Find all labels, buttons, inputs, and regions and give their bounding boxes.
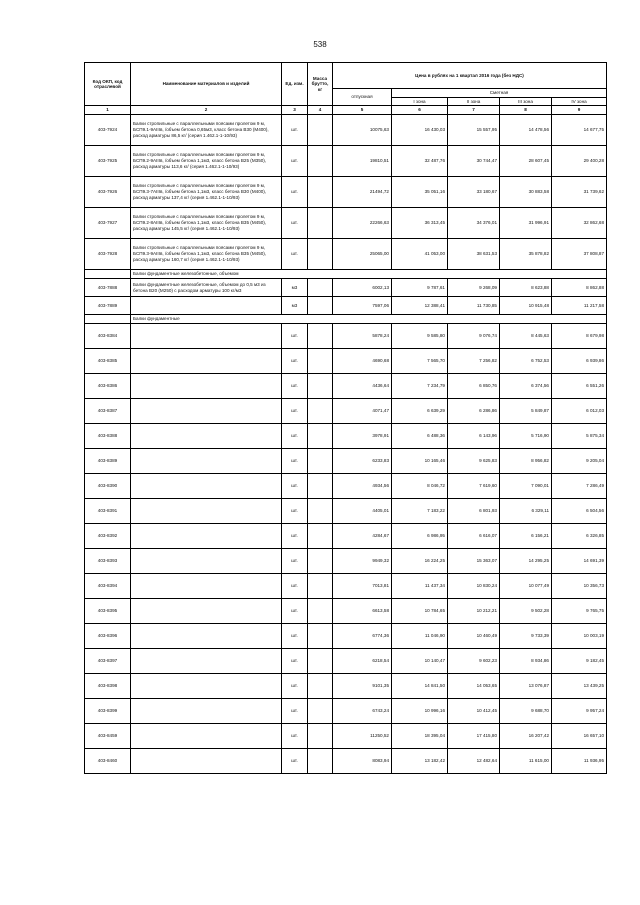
cell-mass	[308, 399, 333, 424]
cell-unit: шт.	[282, 474, 308, 499]
cell-code: 403-7888	[85, 279, 131, 297]
cell-name: Балки стропильные с параллельными поясами пролетом 9 м, БСП9.3-9АIIIв, /объем бетона 1,1м3, класс бетона В35 (М450), расход арматуры 160,7 кг/ (серия 1.462.1-1-10/93)	[131, 239, 282, 270]
cell-zone-4: 6 504,56	[552, 499, 607, 524]
cell-code: 403-8394	[85, 574, 131, 599]
cell-zone-3: 7 090,01	[500, 474, 552, 499]
cell-mass	[308, 599, 333, 624]
cell-zone-1: 41 053,00	[392, 239, 448, 270]
cell-zone-4: 9 182,45	[552, 649, 607, 674]
cell-zone-2: 6 801,93	[448, 499, 500, 524]
cell-zone-1: 9 787,61	[392, 279, 448, 297]
cell-mass	[308, 624, 333, 649]
cell-zone-3: 9 733,39	[500, 624, 552, 649]
cell-zone-3: 11 615,00	[500, 749, 552, 774]
cell-code	[85, 315, 131, 324]
cell-unit: шт.	[282, 574, 308, 599]
cell-unit: м3	[282, 297, 308, 315]
cell-price: 8083,94	[333, 749, 392, 774]
cell-zone-3: 14 295,25	[500, 549, 552, 574]
cell-zone-1: 7 183,22	[392, 499, 448, 524]
cell-unit: шт.	[282, 524, 308, 549]
table-row	[85, 297, 607, 315]
cell-mass	[308, 524, 333, 549]
cell-zone-1: 14 841,50	[392, 674, 448, 699]
cell-mass	[308, 424, 333, 449]
cell-unit: шт.	[282, 724, 308, 749]
cell-zone-1: 11 046,90	[392, 624, 448, 649]
cell-zone-2: 9 625,83	[448, 449, 500, 474]
header-price-title: Цена в рублях на 1 квартал 2016 года (без НДС)	[333, 63, 607, 89]
header-zone-3: III зона	[500, 97, 552, 106]
cell-code: 403-8393	[85, 549, 131, 574]
header-name: Наименование материалов и изделий	[131, 63, 282, 106]
cell-zone-4: 14 691,39	[552, 549, 607, 574]
cell-zone-3: 9 502,28	[500, 599, 552, 624]
cell-mass	[308, 449, 333, 474]
cell-code: 403-8459	[85, 724, 131, 749]
cell-zone-4: 10 003,19	[552, 624, 607, 649]
cell-zone-2: 6 143,96	[448, 424, 500, 449]
cell-zone-4: 6 939,86	[552, 349, 607, 374]
cell-zone-3: 8 934,86	[500, 649, 552, 674]
cell-name	[131, 374, 282, 399]
cell-zone-1: 6 488,36	[392, 424, 448, 449]
cell-zone-3: 13 076,87	[500, 674, 552, 699]
cell-zone-2: 10 212,21	[448, 599, 500, 624]
cell-zone-1: 35 051,16	[392, 177, 448, 208]
column-number: 7	[448, 106, 500, 115]
cell-price: 22266,63	[333, 208, 392, 239]
column-number: 9	[552, 106, 607, 115]
cell-mass	[308, 574, 333, 599]
cell-code: 403-8391	[85, 499, 131, 524]
cell-zone-2: 9 076,74	[448, 324, 500, 349]
table-row	[85, 399, 607, 424]
cell-zone-2: 6 286,86	[448, 399, 500, 424]
cell-zone-3: 8 623,88	[500, 279, 552, 297]
cell-price: 6743,24	[333, 699, 392, 724]
cell-zone-4: 29 400,28	[552, 146, 607, 177]
header-code: Код ОКП, код отраслевой	[85, 63, 131, 106]
cell-zone-3: 35 878,82	[500, 239, 552, 270]
table-row	[85, 146, 607, 177]
cell-zone-4: 9 957,24	[552, 699, 607, 724]
table-section-row	[85, 315, 607, 324]
cell-code: 403-8392	[85, 524, 131, 549]
cell-zone-1: 32 487,76	[392, 146, 448, 177]
cell-price: 5878,24	[333, 324, 392, 349]
header-zone-4: IV зона	[552, 97, 607, 106]
table-row	[85, 374, 607, 399]
cell-unit: шт.	[282, 599, 308, 624]
cell-zone-3: 28 607,45	[500, 146, 552, 177]
column-number: 4	[308, 106, 333, 115]
table-row	[85, 649, 607, 674]
cell-zone-2: 10 830,24	[448, 574, 500, 599]
cell-mass	[308, 208, 333, 239]
cell-mass	[308, 549, 333, 574]
cell-name	[131, 574, 282, 599]
cell-zone-2: 12 482,64	[448, 749, 500, 774]
cell-unit: шт.	[282, 177, 308, 208]
cell-zone-3: 8 445,63	[500, 324, 552, 349]
cell-name	[131, 349, 282, 374]
cell-price: 7013,81	[333, 574, 392, 599]
header-zone-2: II зона	[448, 97, 500, 106]
cell-zone-3: 10 077,49	[500, 574, 552, 599]
cell-code: 403-8384	[85, 324, 131, 349]
cell-price: 10075,63	[333, 115, 392, 146]
cell-mass	[308, 279, 333, 297]
cell-code: 403-8460	[85, 749, 131, 774]
cell-mass	[308, 374, 333, 399]
cell-name	[131, 599, 282, 624]
cell-zone-4: 11 936,95	[552, 749, 607, 774]
cell-zone-3: 6 752,53	[500, 349, 552, 374]
cell-code: 403-7924	[85, 115, 131, 146]
cell-code: 403-8385	[85, 349, 131, 374]
cell-zone-1: 10 784,65	[392, 599, 448, 624]
section-title: Балки фундаментные	[131, 315, 607, 324]
cell-zone-3: 10 915,48	[500, 297, 552, 315]
cell-mass	[308, 699, 333, 724]
cell-unit: шт.	[282, 239, 308, 270]
cell-zone-2: 9 268,09	[448, 279, 500, 297]
cell-price: 19810,51	[333, 146, 392, 177]
cell-name	[131, 424, 282, 449]
column-number: 3	[282, 106, 308, 115]
cell-code: 403-8386	[85, 374, 131, 399]
cell-price: 6218,54	[333, 649, 392, 674]
cell-zone-3: 14 478,56	[500, 115, 552, 146]
column-number: 2	[131, 106, 282, 115]
cell-zone-1: 16 224,25	[392, 549, 448, 574]
cell-zone-2: 6 616,07	[448, 524, 500, 549]
cell-zone-2: 7 619,60	[448, 474, 500, 499]
cell-price: 4436,64	[333, 374, 392, 399]
cell-zone-1: 11 437,34	[392, 574, 448, 599]
cell-zone-3: 6 156,21	[500, 524, 552, 549]
header-estimate: Сметная	[392, 89, 607, 98]
cell-zone-1: 9 585,80	[392, 324, 448, 349]
cell-zone-4: 5 875,34	[552, 424, 607, 449]
cell-code: 403-8398	[85, 674, 131, 699]
cell-code: 403-7928	[85, 239, 131, 270]
cell-zone-2: 11 730,85	[448, 297, 500, 315]
cell-name	[131, 449, 282, 474]
cell-price: 11250,52	[333, 724, 392, 749]
cell-mass	[308, 177, 333, 208]
cell-price: 4405,01	[333, 499, 392, 524]
cell-zone-2: 34 376,01	[448, 208, 500, 239]
cell-unit: м3	[282, 279, 308, 297]
table-row	[85, 239, 607, 270]
cell-zone-2: 30 744,47	[448, 146, 500, 177]
cell-price: 6002,13	[333, 279, 392, 297]
table-row	[85, 624, 607, 649]
cell-zone-4: 7 286,49	[552, 474, 607, 499]
cell-zone-1: 10 140,47	[392, 649, 448, 674]
cell-name	[131, 399, 282, 424]
cell-code: 403-7925	[85, 146, 131, 177]
cell-code: 403-8387	[85, 399, 131, 424]
cell-zone-1: 12 388,41	[392, 297, 448, 315]
cell-name: Балки стропильные с параллельными поясами пролетом 9 м, БСП9.2-8АIIIв, /объем бетона 1,1м3, класс бетона В35 (М450), расход арматуры 145,5 кг/ (серия 1.462.1-1-10/93)	[131, 208, 282, 239]
cell-price: 7597,06	[333, 297, 392, 315]
cell-zone-1: 10 165,46	[392, 449, 448, 474]
cell-name	[131, 724, 282, 749]
cell-unit: шт.	[282, 146, 308, 177]
cell-zone-4: 13 439,25	[552, 674, 607, 699]
cell-zone-4: 8 862,88	[552, 279, 607, 297]
cell-name	[131, 649, 282, 674]
header-unit: Ед. изм.	[282, 63, 308, 106]
cell-price: 4934,56	[333, 474, 392, 499]
table-header	[85, 63, 607, 115]
cell-price: 6613,58	[333, 599, 392, 624]
price-table	[84, 62, 607, 774]
cell-price: 4071,47	[333, 399, 392, 424]
column-number: 8	[500, 106, 552, 115]
cell-mass	[308, 239, 333, 270]
cell-unit: шт.	[282, 649, 308, 674]
cell-code: 403-8388	[85, 424, 131, 449]
table-row	[85, 449, 607, 474]
cell-zone-2: 9 602,23	[448, 649, 500, 674]
cell-name	[131, 699, 282, 724]
cell-zone-4: 6 326,85	[552, 524, 607, 549]
cell-zone-4: 8 679,98	[552, 324, 607, 349]
cell-unit: шт.	[282, 399, 308, 424]
cell-code	[85, 270, 131, 279]
cell-unit: шт.	[282, 374, 308, 399]
cell-mass	[308, 349, 333, 374]
cell-name	[131, 499, 282, 524]
table-body	[85, 115, 607, 774]
column-number: 6	[392, 106, 448, 115]
cell-mass	[308, 324, 333, 349]
cell-zone-3: 31 996,91	[500, 208, 552, 239]
header-mass: Масса брутто, кг	[308, 63, 333, 106]
cell-unit: шт.	[282, 115, 308, 146]
table-row	[85, 724, 607, 749]
cell-mass	[308, 499, 333, 524]
column-number-row	[85, 106, 607, 115]
cell-zone-1: 10 996,16	[392, 699, 448, 724]
cell-zone-2: 15 363,07	[448, 549, 500, 574]
column-number: 1	[85, 106, 131, 115]
table-row	[85, 424, 607, 449]
table-row	[85, 749, 607, 774]
cell-unit: шт.	[282, 499, 308, 524]
cell-name: Балки стропильные с параллельными поясами пролетом 9 м, БСП9.2-9АIIIв, /объем бетона 1,1м3, класс бетона В25 (М350), расход арматуры 113,6 кг/ (серия 1.462.1-1-10/93)	[131, 146, 282, 177]
cell-name: Балки фундаментные железобетонные, объемом до 0,5 м3 из бетона В20 (М250) с расходом арматуры 100 кг/м3	[131, 279, 282, 297]
table-row	[85, 279, 607, 297]
table-row	[85, 674, 607, 699]
cell-zone-3: 8 956,82	[500, 449, 552, 474]
cell-zone-2: 17 415,80	[448, 724, 500, 749]
cell-unit: шт.	[282, 549, 308, 574]
cell-zone-4: 31 739,62	[552, 177, 607, 208]
cell-mass	[308, 724, 333, 749]
cell-zone-1: 6 639,29	[392, 399, 448, 424]
cell-name	[131, 324, 282, 349]
table-row	[85, 208, 607, 239]
cell-code: 403-8395	[85, 599, 131, 624]
cell-code: 403-8390	[85, 474, 131, 499]
cell-price: 4690,68	[333, 349, 392, 374]
cell-zone-1: 18 395,04	[392, 724, 448, 749]
cell-zone-1: 8 046,72	[392, 474, 448, 499]
table-row	[85, 524, 607, 549]
cell-zone-3: 6 374,56	[500, 374, 552, 399]
cell-price: 4284,67	[333, 524, 392, 549]
cell-unit: шт.	[282, 324, 308, 349]
cell-unit: шт.	[282, 424, 308, 449]
cell-zone-4: 11 217,58	[552, 297, 607, 315]
cell-zone-4: 37 808,87	[552, 239, 607, 270]
cell-price: 9101,35	[333, 674, 392, 699]
cell-name: Балки стропильные с параллельными поясами пролетом 9 м, БСП9.1-9АIIIв, /объем бетона 0,65м3, класс бетона В30 (М400), расход арматуры 86,5 кг/ (серия 1.462.1-1-10/93)	[131, 115, 282, 146]
cell-zone-3: 5 849,87	[500, 399, 552, 424]
table-row	[85, 474, 607, 499]
cell-zone-4: 16 657,10	[552, 724, 607, 749]
cell-unit: шт.	[282, 699, 308, 724]
cell-zone-4: 14 677,75	[552, 115, 607, 146]
cell-code: 403-8389	[85, 449, 131, 474]
cell-zone-2: 6 850,76	[448, 374, 500, 399]
cell-price: 9949,32	[333, 549, 392, 574]
page-number: 538	[313, 40, 327, 49]
table-row	[85, 177, 607, 208]
cell-zone-4: 6 551,26	[552, 374, 607, 399]
table-row	[85, 324, 607, 349]
cell-mass	[308, 115, 333, 146]
cell-zone-1: 16 430,03	[392, 115, 448, 146]
cell-zone-2: 10 412,45	[448, 699, 500, 724]
cell-zone-2: 33 180,67	[448, 177, 500, 208]
cell-zone-2: 7 256,82	[448, 349, 500, 374]
cell-zone-4: 9 205,04	[552, 449, 607, 474]
cell-name	[131, 624, 282, 649]
cell-zone-4: 10 356,73	[552, 574, 607, 599]
table-row	[85, 499, 607, 524]
cell-price: 6233,83	[333, 449, 392, 474]
cell-mass	[308, 649, 333, 674]
cell-name	[131, 749, 282, 774]
cell-zone-3: 5 716,90	[500, 424, 552, 449]
cell-zone-4: 32 862,68	[552, 208, 607, 239]
cell-name	[131, 297, 282, 315]
cell-zone-3: 30 883,58	[500, 177, 552, 208]
cell-zone-2: 15 557,95	[448, 115, 500, 146]
table-row	[85, 574, 607, 599]
cell-zone-1: 13 182,42	[392, 749, 448, 774]
cell-zone-2: 38 631,53	[448, 239, 500, 270]
cell-zone-1: 7 565,70	[392, 349, 448, 374]
cell-unit: шт.	[282, 208, 308, 239]
cell-mass	[308, 674, 333, 699]
cell-zone-1: 6 986,95	[392, 524, 448, 549]
section-title: Балки фундаментные железобетонные, объемом	[131, 270, 607, 279]
cell-name	[131, 474, 282, 499]
cell-code: 403-7926	[85, 177, 131, 208]
cell-zone-4: 6 012,03	[552, 399, 607, 424]
cell-unit: шт.	[282, 349, 308, 374]
cell-mass	[308, 146, 333, 177]
cell-mass	[308, 749, 333, 774]
cell-unit: шт.	[282, 674, 308, 699]
header-zone-1: I зона	[392, 97, 448, 106]
cell-zone-3: 6 329,11	[500, 499, 552, 524]
cell-code: 403-8397	[85, 649, 131, 674]
cell-price: 25065,00	[333, 239, 392, 270]
cell-name	[131, 549, 282, 574]
cell-name: Балки стропильные с параллельными поясами пролетом 9 м, БСП9.3-7АIIIв, /объем бетона 1,1м3, класс бетона В30 (М400), расход арматуры 137,4 кг/ (серия 1.462.1-1-10/93)	[131, 177, 282, 208]
table-section-row	[85, 270, 607, 279]
cell-unit: шт.	[282, 749, 308, 774]
cell-zone-3: 9 688,70	[500, 699, 552, 724]
cell-mass	[308, 474, 333, 499]
table-row	[85, 115, 607, 146]
table-row	[85, 549, 607, 574]
cell-price: 6774,36	[333, 624, 392, 649]
cell-zone-1: 7 234,79	[392, 374, 448, 399]
table-row	[85, 599, 607, 624]
cell-code: 403-7889	[85, 297, 131, 315]
cell-zone-2: 14 053,65	[448, 674, 500, 699]
cell-zone-4: 9 765,75	[552, 599, 607, 624]
cell-price: 21494,72	[333, 177, 392, 208]
header-release: отпускная	[333, 89, 392, 106]
cell-name	[131, 674, 282, 699]
cell-mass	[308, 297, 333, 315]
cell-unit: шт.	[282, 449, 308, 474]
cell-unit: шт.	[282, 624, 308, 649]
cell-code: 403-8396	[85, 624, 131, 649]
cell-zone-1: 36 313,45	[392, 208, 448, 239]
column-number: 5	[333, 106, 392, 115]
cell-name	[131, 524, 282, 549]
cell-price: 3978,91	[333, 424, 392, 449]
cell-zone-2: 10 460,49	[448, 624, 500, 649]
cell-zone-3: 16 207,42	[500, 724, 552, 749]
table-row	[85, 699, 607, 724]
table-row	[85, 349, 607, 374]
cell-code: 403-7927	[85, 208, 131, 239]
cell-code: 403-8399	[85, 699, 131, 724]
